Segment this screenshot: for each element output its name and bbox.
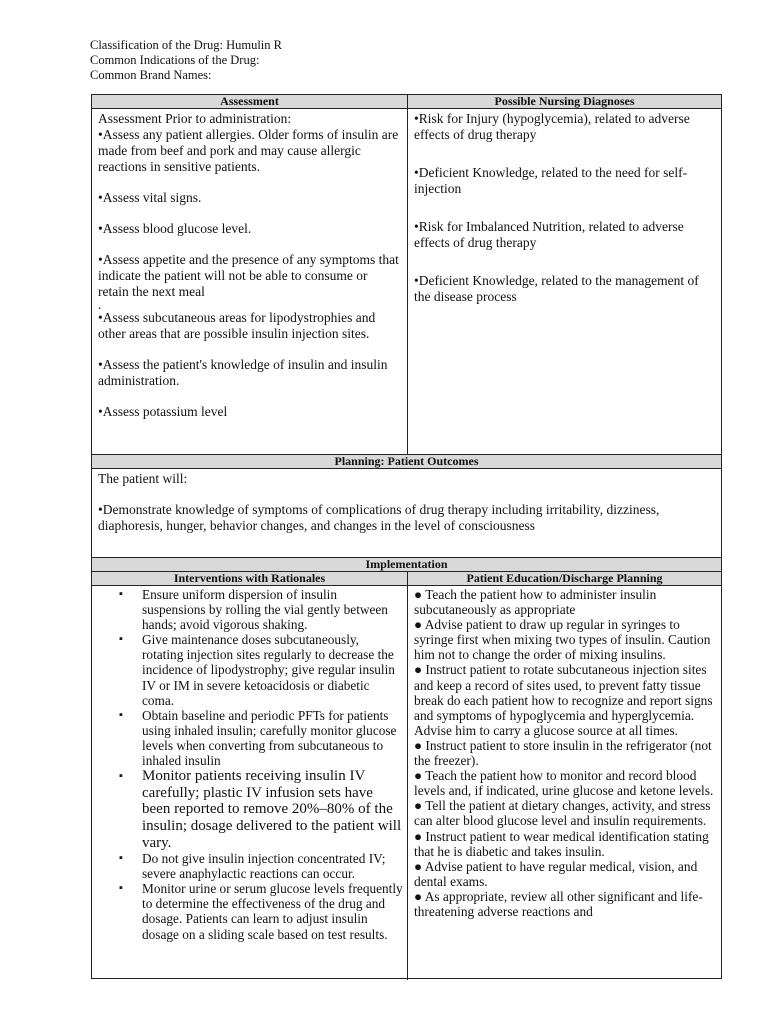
assessment-column bbox=[92, 95, 408, 454]
assessment-item: •Assess vital signs. bbox=[98, 190, 202, 205]
education-header: Patient Education/Discharge Planning bbox=[408, 572, 721, 586]
interventions-header: Interventions with Rationales bbox=[92, 572, 407, 586]
intervention-item: ▪ Monitor urine or serum glucose levels frequently to determine the effectiveness of the drug and dosage. Patients can learn to adjust insulin dosage on a sliding scale based on test results. bbox=[92, 881, 403, 941]
intervention-item: ▪ Give maintenance doses subcutaneously, rotating injection sites regularly to decrease the incidence of lipodystrophy; give regular insulin IV or IM in severe ketoacidosis or diabetic coma. bbox=[92, 632, 403, 707]
assessment-prior: Assessment Prior to administration: bbox=[98, 111, 292, 126]
diagnosis-item: •Risk for Imbalanced Nutrition, related to adverse effects of drug therapy bbox=[414, 219, 684, 250]
implementation-header: Implementation bbox=[92, 558, 721, 572]
education-item: ● Advise patient to draw up regular in syringes to syringe first when mixing two types of insulin. Caution him not to change the order of mixing insulins. bbox=[414, 617, 711, 663]
interventions-column bbox=[92, 572, 408, 980]
assessment-item: •Assess potassium level bbox=[98, 404, 228, 419]
assessment-stray-period: . bbox=[98, 297, 102, 312]
assessment-header: Assessment bbox=[92, 95, 407, 109]
assessment-item: •Assess appetite and the presence of any symptoms that indicate the patient will not be able to consume or retain the next meal bbox=[98, 252, 399, 299]
document-header bbox=[90, 38, 282, 83]
education-column bbox=[408, 572, 721, 980]
planning-lead: The patient will: bbox=[98, 471, 188, 486]
education-item: ● Instruct patient to wear medical identification stating that he is diabetic and takes insulin. bbox=[414, 828, 709, 859]
planning-table bbox=[91, 454, 722, 558]
interventions-list bbox=[92, 586, 407, 942]
drug-indications: Common Indications of the Drug: bbox=[90, 53, 260, 67]
education-item: ● Instruct patient to rotate subcutaneous injection sites and keep a record of sites used, to prevent fatty tissue break do each patient how to recognize and report signs and symptoms of hypoglycemia and hyperglycemia. Advise him to carry a glucose source at all times. bbox=[414, 662, 713, 738]
diagnosis-item: •Deficient Knowledge, related to the need for self-injection bbox=[414, 165, 688, 196]
planning-outcome: •Demonstrate knowledge of symptoms of complications of drug therapy including irritability, dizziness, diaphoresis, hunger, behavior changes, and changes in the level of consciousness bbox=[98, 502, 660, 533]
assessment-item: •Assess subcutaneous areas for lipodystrophies and other areas that are possible insulin injection sites. bbox=[98, 310, 376, 341]
assessment-item: •Assess blood glucose level. bbox=[98, 221, 252, 236]
drug-brand-names: Common Brand Names: bbox=[90, 68, 212, 82]
education-list bbox=[408, 586, 721, 919]
education-item: ● Instruct patient to store insulin in the refrigerator (not the freezer). bbox=[414, 737, 712, 769]
education-item: ● Teach the patient how to administer insulin subcutaneously as appropriate bbox=[414, 587, 657, 618]
assessment-item: •Assess the patient's knowledge of insulin and insulin administration. bbox=[98, 357, 388, 388]
drug-classification: Classification of the Drug: Humulin R bbox=[90, 38, 282, 52]
diagnosis-item: •Deficient Knowledge, related to the management of the disease process bbox=[414, 273, 699, 304]
diagnoses-column bbox=[408, 95, 721, 454]
education-item: ● Advise patient to have regular medical, vision, and dental exams. bbox=[414, 858, 698, 889]
education-item: ● As appropriate, review all other significant and life-threatening adverse reactions and bbox=[414, 888, 703, 919]
planning-header: Planning: Patient Outcomes bbox=[92, 455, 721, 469]
diagnoses-header: Possible Nursing Diagnoses bbox=[408, 95, 721, 109]
education-item: ● Teach the patient how to monitor and record blood levels and, if indicated, urine glucose and ketone levels. bbox=[414, 768, 714, 799]
assessment-item: •Assess any patient allergies. Older forms of insulin are made from beef and pork and may cause allergic reactions in sensitive patients. bbox=[98, 127, 399, 174]
diagnosis-item: •Risk for Injury (hypoglycemia), related to adverse effects of drug therapy bbox=[414, 111, 690, 142]
intervention-item: ▪ Obtain baseline and periodic PFTs for patients using inhaled insulin; carefully monitor glucose levels when converting from subcutaneous to inhaled insulin bbox=[92, 708, 403, 768]
intervention-item: ▪ Do not give insulin injection concentrated IV; severe anaphylactic reactions can occur. bbox=[92, 851, 403, 881]
intervention-item: ▪ Ensure uniform dispersion of insulin suspensions by rolling the vial gently between hands; avoid vigorous shaking. bbox=[92, 587, 403, 632]
intervention-item: ▪ Monitor patients receiving insulin IV carefully; plastic IV infusion sets have been reported to remove 20%–80% of the insulin; dosage delivered to the patient will vary. bbox=[92, 768, 403, 851]
assessment-table bbox=[91, 94, 722, 455]
education-item: ● Tell the patient at dietary changes, activity, and stress can alter blood glucose level and insulin requirements. bbox=[414, 798, 711, 829]
implementation-table bbox=[91, 557, 722, 979]
